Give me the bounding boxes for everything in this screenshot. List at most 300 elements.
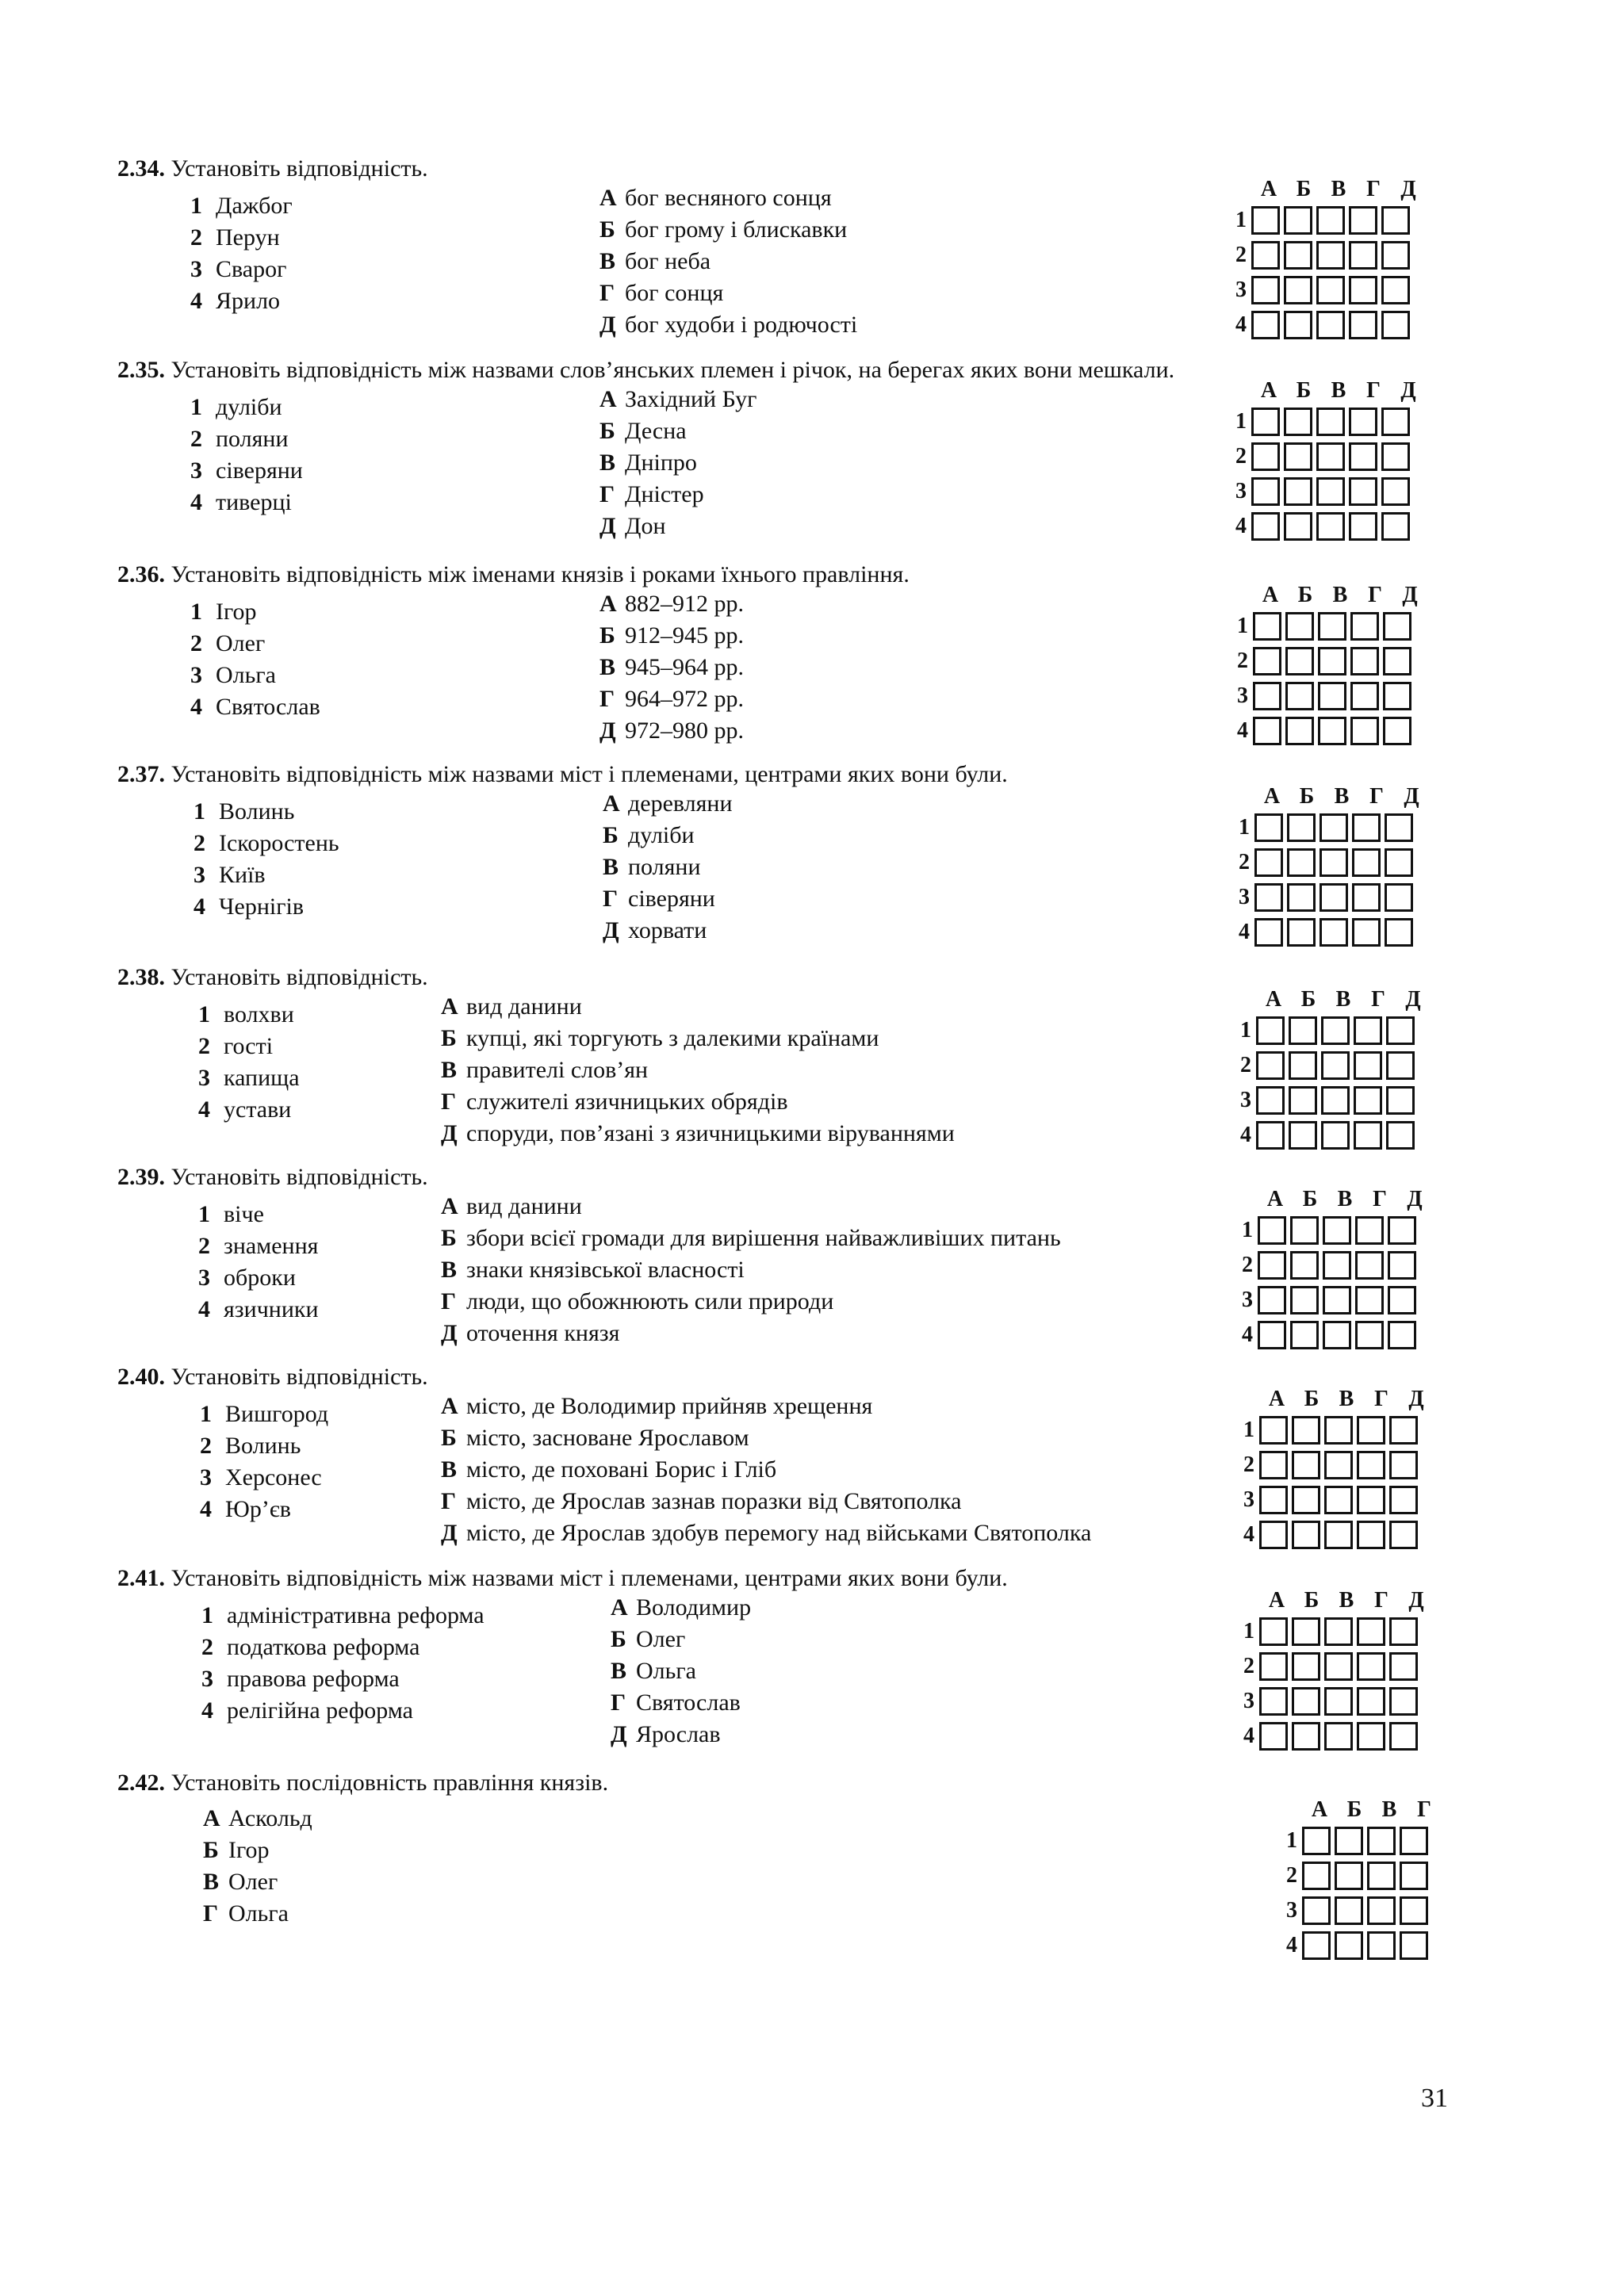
answer-cell[interactable]	[1323, 1321, 1351, 1349]
answer-cell[interactable]	[1254, 883, 1283, 912]
answer-cell[interactable]	[1357, 1416, 1385, 1445]
answer-cell[interactable]	[1259, 1652, 1288, 1681]
answer-cell[interactable]	[1381, 206, 1410, 235]
answer-cell[interactable]	[1357, 1521, 1385, 1549]
answer-cell[interactable]	[1290, 1321, 1319, 1349]
list-item: 1 дуліби	[190, 394, 282, 420]
answer-cell[interactable]	[1349, 442, 1377, 471]
grid-row: 3	[1220, 474, 1426, 509]
answer-cell[interactable]	[1381, 442, 1410, 471]
grid-row: 2	[1223, 845, 1429, 880]
list-item: 4 Юр’єв	[200, 1496, 291, 1522]
answer-cell[interactable]	[1320, 813, 1348, 842]
answer-grid	[1270, 1797, 1442, 1963]
answer-cell[interactable]	[1287, 813, 1316, 842]
left-column	[198, 999, 300, 1126]
list-item: 3 Ольга	[190, 662, 276, 688]
answer-cell[interactable]	[1335, 1896, 1363, 1925]
list-item: 1 Волинь	[193, 798, 295, 825]
list-item: Г місто, де Ярослав зазнав поразки від Святополка	[441, 1488, 962, 1514]
answer-cell[interactable]	[1383, 682, 1411, 710]
answer-cell[interactable]	[1302, 1931, 1331, 1960]
answer-cell[interactable]	[1251, 408, 1280, 436]
list-item: Д бог худоби і родючості	[599, 312, 858, 338]
answer-grid	[1223, 783, 1429, 950]
answer-cell[interactable]	[1316, 512, 1345, 541]
list-item: 4 Чернігів	[193, 894, 304, 920]
answer-cell[interactable]	[1385, 883, 1413, 912]
answer-cell[interactable]	[1253, 682, 1281, 710]
task-heading: 2.36. Установіть відповідність між іменами князів і роками їхнього правління.	[117, 561, 910, 587]
answer-cell[interactable]	[1389, 1722, 1418, 1751]
answer-cell[interactable]	[1259, 1451, 1288, 1479]
answer-cell[interactable]	[1256, 1051, 1285, 1080]
grid-row: 4	[1224, 1118, 1431, 1153]
answer-cell[interactable]	[1349, 206, 1377, 235]
answer-cell[interactable]	[1253, 717, 1281, 745]
answer-cell[interactable]	[1256, 1016, 1285, 1045]
answer-cell[interactable]	[1256, 1086, 1285, 1115]
list-item: 2 Олег	[190, 630, 266, 656]
answer-cell[interactable]	[1349, 477, 1377, 506]
answer-cell[interactable]	[1357, 1687, 1385, 1716]
answer-cell[interactable]	[1354, 1086, 1382, 1115]
answer-cell[interactable]	[1284, 206, 1312, 235]
answer-cell[interactable]	[1324, 1416, 1353, 1445]
grid-header: А Б В Г Д	[1268, 1588, 1424, 1613]
grid-header: А Б В Г Д	[1265, 987, 1421, 1012]
list-item: В правителі слов’ян	[441, 1057, 649, 1083]
list-item: Д хорвати	[603, 917, 707, 943]
answer-cell[interactable]	[1292, 1521, 1320, 1549]
grid-header: А Б В Г Д	[1260, 177, 1416, 201]
answer-cell[interactable]	[1284, 408, 1312, 436]
answer-cell[interactable]	[1383, 612, 1411, 641]
answer-cell[interactable]	[1292, 1652, 1320, 1681]
answer-cell[interactable]	[1316, 206, 1345, 235]
answer-cell[interactable]	[1258, 1251, 1286, 1280]
answer-cell[interactable]	[1385, 848, 1413, 877]
answer-cell[interactable]	[1324, 1521, 1353, 1549]
grid-row: 1	[1228, 1614, 1434, 1649]
list-item: А деревляни	[603, 790, 733, 817]
answer-grid	[1228, 1587, 1434, 1754]
answer-cell[interactable]	[1389, 1416, 1418, 1445]
answer-cell[interactable]	[1352, 848, 1381, 877]
list-item: Б 912–945 рр.	[599, 622, 744, 649]
list-item: В Олег	[203, 1869, 278, 1895]
list-item: Г Святослав	[611, 1689, 741, 1716]
grid-header: А Б В Г Д	[1260, 378, 1416, 403]
list-item: В поляни	[603, 854, 701, 880]
answer-cell[interactable]	[1349, 512, 1377, 541]
answer-cell[interactable]	[1289, 1051, 1317, 1080]
left-column	[190, 190, 293, 317]
list-item: Б Ігор	[203, 1837, 270, 1863]
list-item: 3 сіверяни	[190, 457, 303, 484]
answer-cell[interactable]	[1389, 1687, 1418, 1716]
answer-cell[interactable]	[1400, 1827, 1428, 1855]
answer-cell[interactable]	[1381, 311, 1410, 339]
answer-cell[interactable]	[1381, 241, 1410, 270]
list-item: Д Дон	[599, 513, 666, 539]
answer-cell[interactable]	[1323, 1251, 1351, 1280]
list-item: Д місто, де Ярослав здобув перемогу над військами Святополка	[441, 1520, 1092, 1546]
right-column	[603, 788, 733, 947]
answer-cell[interactable]	[1357, 1617, 1385, 1646]
grid-row: 1	[1270, 1823, 1442, 1858]
list-item: 3 Сварог	[190, 256, 287, 282]
answer-cell[interactable]	[1318, 612, 1346, 641]
answer-cell[interactable]	[1400, 1896, 1428, 1925]
list-item: 4 Святослав	[190, 694, 320, 720]
list-item: Г сіверяни	[603, 886, 715, 912]
grid-row: 4	[1228, 1517, 1434, 1552]
list-item: В бог неба	[599, 248, 711, 274]
grid-row: 2	[1220, 238, 1426, 273]
answer-cell[interactable]	[1367, 1931, 1396, 1960]
answer-cell[interactable]	[1292, 1451, 1320, 1479]
right-column	[599, 182, 857, 341]
answer-cell[interactable]	[1259, 1617, 1288, 1646]
answer-cell[interactable]	[1316, 311, 1345, 339]
grid-row: 1	[1221, 609, 1427, 644]
answer-cell[interactable]	[1259, 1521, 1288, 1549]
list-item: А Володимир	[611, 1594, 752, 1621]
grid-row: 3	[1220, 273, 1426, 308]
answer-grid	[1226, 1186, 1432, 1353]
answer-cell[interactable]	[1302, 1862, 1331, 1890]
answer-cell[interactable]	[1318, 647, 1346, 675]
grid-row: 4	[1221, 714, 1427, 748]
answer-cell[interactable]	[1400, 1862, 1428, 1890]
list-item: 1 Вишгород	[200, 1401, 329, 1427]
grid-row: 3	[1223, 880, 1429, 915]
task-heading: 2.39. Установіть відповідність.	[117, 1164, 428, 1190]
answer-cell[interactable]	[1350, 647, 1379, 675]
list-item: А вид данини	[441, 993, 582, 1020]
answer-cell[interactable]	[1383, 717, 1411, 745]
answer-grid	[1220, 176, 1426, 342]
answer-cell[interactable]	[1324, 1722, 1353, 1751]
grid-header: А Б В Г Д	[1266, 1187, 1423, 1211]
answer-cell[interactable]	[1254, 848, 1283, 877]
answer-cell[interactable]	[1292, 1687, 1320, 1716]
list-item: 3 оброки	[198, 1265, 296, 1291]
answer-cell[interactable]	[1320, 848, 1348, 877]
answer-cell[interactable]	[1285, 717, 1314, 745]
answer-cell[interactable]	[1284, 442, 1312, 471]
answer-cell[interactable]	[1385, 813, 1413, 842]
answer-cell[interactable]	[1324, 1687, 1353, 1716]
answer-cell[interactable]	[1258, 1216, 1286, 1245]
list-item: В 945–964 рр.	[599, 654, 744, 680]
answer-cell[interactable]	[1335, 1827, 1363, 1855]
answer-cell[interactable]	[1354, 1016, 1382, 1045]
list-item: А Аскольд	[203, 1805, 312, 1831]
list-item: 3 Херсонес	[200, 1464, 322, 1490]
answer-cell[interactable]	[1354, 1121, 1382, 1150]
answer-cell[interactable]	[1318, 682, 1346, 710]
answer-cell[interactable]	[1357, 1451, 1385, 1479]
answer-cell[interactable]	[1349, 311, 1377, 339]
right-column	[441, 1391, 1091, 1549]
answer-cell[interactable]	[1349, 276, 1377, 304]
list-item: 4 язичники	[198, 1296, 319, 1322]
answer-cell[interactable]	[1381, 477, 1410, 506]
answer-cell[interactable]	[1259, 1486, 1288, 1514]
answer-cell[interactable]	[1251, 276, 1280, 304]
right-column	[599, 384, 756, 542]
grid-row: 3	[1224, 1083, 1431, 1118]
answer-cell[interactable]	[1320, 918, 1348, 947]
answer-cell[interactable]	[1350, 612, 1379, 641]
task-heading: 2.37. Установіть відповідність між назвами міст і племенами, центрами яких вони були.	[117, 761, 1008, 787]
answer-cell[interactable]	[1367, 1827, 1396, 1855]
answer-cell[interactable]	[1316, 408, 1345, 436]
answer-cell[interactable]	[1389, 1521, 1418, 1549]
answer-cell[interactable]	[1383, 647, 1411, 675]
answer-cell[interactable]	[1287, 883, 1316, 912]
list-item: 2 Волинь	[200, 1433, 301, 1459]
answer-cell[interactable]	[1284, 311, 1312, 339]
answer-cell[interactable]	[1258, 1286, 1286, 1314]
list-item: В місто, де поховані Борис і Гліб	[441, 1456, 777, 1483]
answer-cell[interactable]	[1349, 241, 1377, 270]
answer-cell[interactable]	[1367, 1862, 1396, 1890]
answer-cell[interactable]	[1355, 1251, 1384, 1280]
answer-cell[interactable]	[1316, 276, 1345, 304]
answer-cell[interactable]	[1386, 1051, 1415, 1080]
answer-cell[interactable]	[1285, 682, 1314, 710]
answer-cell[interactable]	[1251, 206, 1280, 235]
answer-cell[interactable]	[1292, 1617, 1320, 1646]
grid-header: А Б В Г Д	[1262, 583, 1418, 607]
answer-cell[interactable]	[1381, 512, 1410, 541]
grid-row: 3	[1228, 1483, 1434, 1517]
answer-cell[interactable]	[1284, 512, 1312, 541]
answer-cell[interactable]	[1389, 1652, 1418, 1681]
list-item: 1 Дажбог	[190, 193, 293, 219]
answer-cell[interactable]	[1284, 276, 1312, 304]
answer-cell[interactable]	[1316, 442, 1345, 471]
answer-cell[interactable]	[1389, 1486, 1418, 1514]
task-heading: 2.38. Установіть відповідність.	[117, 964, 428, 990]
list-item: Г 964–972 рр.	[599, 686, 744, 712]
list-item: Г Ольга	[203, 1900, 289, 1927]
list-item: А бог весняного сонця	[599, 185, 832, 211]
task-heading: 2.42. Установіть послідовність правління князів.	[117, 1770, 609, 1796]
left-column	[190, 392, 303, 519]
answer-cell[interactable]	[1254, 813, 1283, 842]
list-item: А Західний Буг	[599, 386, 757, 412]
answer-cell[interactable]	[1400, 1931, 1428, 1960]
grid-row: 4	[1226, 1318, 1432, 1353]
answer-cell[interactable]	[1388, 1216, 1416, 1245]
grid-row: 3	[1226, 1283, 1432, 1318]
list-item: Д оточення князя	[441, 1320, 620, 1346]
answer-cell[interactable]	[1287, 918, 1316, 947]
answer-cell[interactable]	[1284, 241, 1312, 270]
answer-cell[interactable]	[1284, 477, 1312, 506]
answer-cell[interactable]	[1251, 477, 1280, 506]
answer-cell[interactable]	[1292, 1486, 1320, 1514]
list-item: В знаки князівської власності	[441, 1257, 745, 1283]
list-item: 2 Перун	[190, 224, 280, 251]
task-heading: 2.41. Установіть відповідність між назвами міст і племенами, центрами яких вони були.	[117, 1565, 1008, 1591]
list-item: 1 адміністративна реформа	[201, 1602, 485, 1628]
answer-cell[interactable]	[1389, 1451, 1418, 1479]
answer-cell[interactable]	[1386, 1086, 1415, 1115]
answer-cell[interactable]	[1258, 1321, 1286, 1349]
list-item: Г служителі язичницьких обрядів	[441, 1089, 788, 1115]
answer-cell[interactable]	[1321, 1086, 1350, 1115]
right-column	[441, 1191, 1061, 1349]
grid-row: 4	[1220, 308, 1426, 342]
answer-cell[interactable]	[1292, 1416, 1320, 1445]
list-item: Д Ярослав	[611, 1721, 721, 1747]
grid-header: А Б В Г Д	[1268, 1387, 1424, 1411]
answer-cell[interactable]	[1259, 1416, 1288, 1445]
list-item: Г люди, що обожнюють сили природи	[441, 1288, 834, 1314]
answer-cell[interactable]	[1323, 1216, 1351, 1245]
grid-row: 3	[1228, 1684, 1434, 1719]
answer-cell[interactable]	[1324, 1617, 1353, 1646]
answer-cell[interactable]	[1357, 1486, 1385, 1514]
answer-grid	[1220, 377, 1426, 544]
answer-cell[interactable]	[1321, 1121, 1350, 1150]
answer-cell[interactable]	[1357, 1652, 1385, 1681]
answer-cell[interactable]	[1254, 918, 1283, 947]
answer-cell[interactable]	[1290, 1216, 1319, 1245]
list-item: Д споруди, пов’язані з язичницькими віруваннями	[441, 1120, 955, 1146]
grid-row: 4	[1270, 1928, 1442, 1963]
answer-cell[interactable]	[1290, 1286, 1319, 1314]
answer-cell[interactable]	[1354, 1051, 1382, 1080]
answer-cell[interactable]	[1352, 918, 1381, 947]
answer-cell[interactable]	[1324, 1451, 1353, 1479]
answer-cell[interactable]	[1386, 1016, 1415, 1045]
answer-cell[interactable]	[1320, 883, 1348, 912]
list-item: А місто, де Володимир прийняв хрещення	[441, 1393, 873, 1419]
answer-cell[interactable]	[1302, 1827, 1331, 1855]
list-item: 1 Ігор	[190, 599, 257, 625]
answer-cell[interactable]	[1388, 1251, 1416, 1280]
answer-cell[interactable]	[1321, 1016, 1350, 1045]
answer-cell[interactable]	[1285, 647, 1314, 675]
list-item: 3 Київ	[193, 862, 266, 888]
answer-cell[interactable]	[1389, 1617, 1418, 1646]
list-item: 4 тиверці	[190, 489, 292, 515]
answer-cell[interactable]	[1251, 512, 1280, 541]
answer-cell[interactable]	[1302, 1896, 1331, 1925]
left-column	[193, 796, 339, 923]
answer-grid	[1224, 986, 1431, 1153]
answer-cell[interactable]	[1335, 1931, 1363, 1960]
answer-cell[interactable]	[1253, 612, 1281, 641]
grid-row: 2	[1224, 1048, 1431, 1083]
list-item: 2 знамення	[198, 1233, 319, 1259]
list-item: 2 Іскоростень	[193, 830, 339, 856]
grid-row: 1	[1220, 203, 1426, 238]
answer-cell[interactable]	[1316, 477, 1345, 506]
list-item: Д 972–980 рр.	[599, 718, 744, 744]
answer-cell[interactable]	[1256, 1121, 1285, 1150]
list-item: В Ольга	[611, 1658, 696, 1684]
answer-cell[interactable]	[1350, 717, 1379, 745]
answer-cell[interactable]	[1318, 717, 1346, 745]
answer-cell[interactable]	[1251, 241, 1280, 270]
answer-cell[interactable]	[1352, 813, 1381, 842]
answer-cell[interactable]	[1357, 1722, 1385, 1751]
answer-cell[interactable]	[1388, 1321, 1416, 1349]
answer-cell[interactable]	[1350, 682, 1379, 710]
list-item: 2 податкова реформа	[201, 1634, 420, 1660]
answer-cell[interactable]	[1287, 848, 1316, 877]
answer-cell[interactable]	[1292, 1722, 1320, 1751]
grid-row: 2	[1221, 644, 1427, 679]
task-heading: 2.34. Установіть відповідність.	[117, 155, 428, 182]
left-column	[201, 1600, 485, 1727]
answer-grid	[1228, 1386, 1434, 1552]
answer-cell[interactable]	[1324, 1652, 1353, 1681]
answer-cell[interactable]	[1259, 1722, 1288, 1751]
answer-cell[interactable]	[1381, 408, 1410, 436]
answer-cell[interactable]	[1290, 1251, 1319, 1280]
answer-cell[interactable]	[1289, 1121, 1317, 1150]
list-item: А 882–912 рр.	[599, 591, 744, 617]
answer-cell[interactable]	[1251, 442, 1280, 471]
grid-row: 2	[1228, 1649, 1434, 1684]
answer-cell[interactable]	[1253, 647, 1281, 675]
list-item: Б Олег	[611, 1626, 686, 1652]
answer-cell[interactable]	[1323, 1286, 1351, 1314]
answer-cell[interactable]	[1355, 1286, 1384, 1314]
list-item: Б Десна	[599, 418, 687, 444]
grid-row: 2	[1270, 1858, 1442, 1893]
list-item: В Дніпро	[599, 450, 697, 476]
answer-cell[interactable]	[1349, 408, 1377, 436]
answer-cell[interactable]	[1355, 1216, 1384, 1245]
answer-cell[interactable]	[1324, 1486, 1353, 1514]
list-item: Б дуліби	[603, 822, 695, 848]
left-column	[198, 1199, 319, 1326]
right-column	[599, 588, 744, 747]
answer-cell[interactable]	[1385, 918, 1413, 947]
list-item: Б збори всієї громади для вирішення найважливіших питань	[441, 1225, 1061, 1251]
list-item: 4 Ярило	[190, 288, 281, 314]
answer-cell[interactable]	[1388, 1286, 1416, 1314]
answer-cell[interactable]	[1335, 1862, 1363, 1890]
answer-cell[interactable]	[1259, 1687, 1288, 1716]
answer-cell[interactable]	[1355, 1321, 1384, 1349]
list-item: 3 капища	[198, 1065, 300, 1091]
answer-cell[interactable]	[1386, 1121, 1415, 1150]
answer-cell[interactable]	[1289, 1016, 1317, 1045]
answer-cell[interactable]	[1289, 1086, 1317, 1115]
answer-cell[interactable]	[1352, 883, 1381, 912]
answer-cell[interactable]	[1321, 1051, 1350, 1080]
list-item: 4 устави	[198, 1096, 292, 1123]
answer-cell[interactable]	[1316, 241, 1345, 270]
grid-header: А Б В Г	[1311, 1797, 1431, 1822]
list-item: 1 віче	[198, 1201, 264, 1227]
answer-cell[interactable]	[1285, 612, 1314, 641]
answer-cell[interactable]	[1251, 311, 1280, 339]
answer-cell[interactable]	[1367, 1896, 1396, 1925]
answer-cell[interactable]	[1381, 276, 1410, 304]
left-column	[203, 1803, 312, 1930]
